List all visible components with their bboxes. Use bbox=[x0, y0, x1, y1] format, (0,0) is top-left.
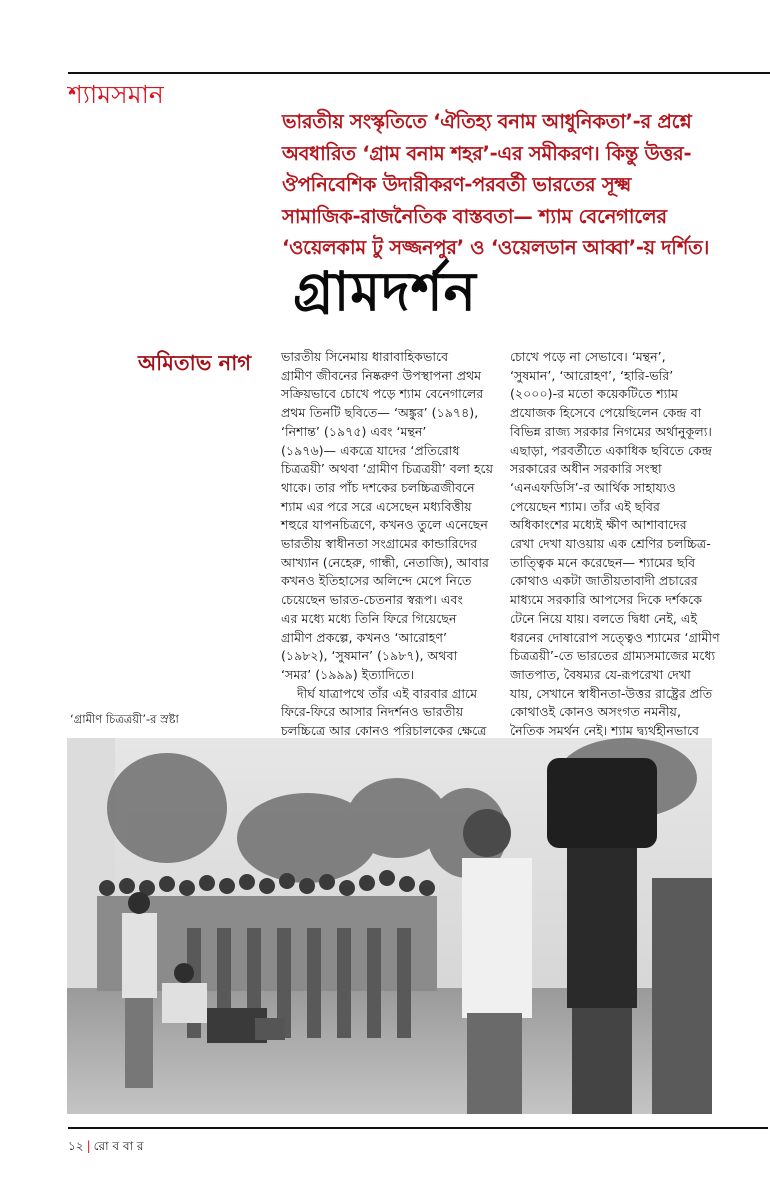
photo-caption: ‘গ্রামীণ চিত্রত্রয়ী’-র স্রষ্টা bbox=[70, 712, 179, 726]
dek-line: ভারতীয় সংস্কৃতিতে ‘ঐতিহ্য বনাম আধুনিকতা’-র প্রশ্নে bbox=[282, 110, 692, 133]
article-photo bbox=[67, 738, 712, 1114]
page-number: ১২ bbox=[68, 1139, 84, 1153]
body-line: ধরনের দোষারোপ সত্ত্বেও শ্যামের ‘গ্রামীণ bbox=[510, 629, 720, 645]
body-line: টেনে নিয়ে যায়। বলতে দ্বিধা নেই, এই bbox=[510, 610, 698, 626]
body-line: (১৯৮২), ‘সুষমান’ (১৯৮৭), অথবা bbox=[281, 648, 458, 664]
body-line: কখনও ইতিহাসের অলিন্দে মেপে নিতে bbox=[281, 573, 472, 589]
body-line: কোথাও একটা জাতীয়তাবাদী প্রচারের bbox=[510, 573, 698, 589]
body-line: গ্রামীণ জীবনের নিষ্করুণ উপস্থাপনা প্রথম bbox=[281, 367, 482, 383]
dek-line: ‘ওয়েলকাম টু সজ্জনপুর’ ও ‘ওয়েলডান আব্বা’-য় দর্শিত। bbox=[282, 236, 710, 259]
bottom-rule bbox=[68, 1127, 768, 1129]
section-title: শ্যামসমান bbox=[68, 80, 164, 109]
dek-standfirst bbox=[282, 106, 762, 264]
body-line: তাত্ত্বিক মনে করেছেন— শ্যামের ছবি bbox=[510, 554, 696, 570]
body-line: ‘সুষমান’, ‘আরোহণ’, ‘হারি-ভরি’ bbox=[510, 367, 674, 383]
body-line: বিভিন্ন রাজ্য সরকার নিগমের অর্থানুকূল্য। bbox=[510, 423, 712, 439]
top-rule bbox=[68, 72, 770, 74]
footer-separator: | bbox=[86, 1139, 91, 1153]
body-line: ভারতীয় সিনেমায় ধারাবাহিকভাবে bbox=[281, 349, 449, 364]
body-line: ‘এনএফডিসি’-র আর্থিক সাহায্যও bbox=[510, 479, 676, 495]
body-line: সরকারের অধীন সরকারি সংস্থা bbox=[510, 461, 662, 477]
body-line: (২০০০)-র মতো কয়েকটিতে শ্যাম bbox=[510, 386, 679, 402]
page-footer bbox=[68, 1138, 143, 1158]
body-line: পেয়েছেন শ্যাম। তাঁর এই ছবির bbox=[510, 498, 660, 514]
body-line: আখ্যান (নেহেরু, গান্ধী, নেতাজি), আবার bbox=[281, 554, 489, 570]
body-line: ফিরে-ফিরে আসার নিদর্শনও ভারতীয় bbox=[281, 704, 464, 720]
body-line: ‘নিশান্ত’ (১৯৭৫) এবং ‘মন্থন’ bbox=[281, 423, 427, 439]
body-line: চিত্রত্রয়ী’ অথবা ‘গ্রামীণ চিত্রত্রয়ী’ বলা হয়ে bbox=[281, 461, 494, 477]
dek-line: অবধারিত ‘গ্রাম বনাম শহর’-এর সমীকরণ। কিন্তু উত্তর- bbox=[282, 141, 692, 165]
body-line: শহুরে যাপনচিত্রণে, কখনও তুলে এনেছেন bbox=[281, 517, 488, 533]
body-line: চোখে পড়ে না সেভাবে। ‘মন্থন’, bbox=[510, 349, 666, 364]
body-column-1 bbox=[281, 348, 496, 741]
body-line: মাধ্যমে সরকারি আপসের দিকে দর্শককে bbox=[510, 592, 703, 608]
body-line: গ্রামীণ প্রকল্পে, কখনও ‘আরোহণ’ bbox=[281, 629, 448, 645]
photo-illustration bbox=[67, 738, 712, 1114]
body-line: সক্রিয়ভাবে চোখে পড়ে শ্যাম বেনেগালের bbox=[281, 386, 484, 402]
body-line: নৈতিক সমর্থন নেই। শ্যাম দ্ব্যর্থহীনভাবে bbox=[510, 723, 700, 739]
body-line: রেখা দেখা যাওয়ায় এক শ্রেণির চলচ্চিত্র- bbox=[510, 536, 711, 552]
body-line: জাতপাত, বৈষম্যর যে-রূপরেখা দেখা bbox=[510, 666, 691, 682]
dek-line: ঔপনিবেশিক উদারীকরণ-পরবর্তী ভারতের সূক্ষ্ম bbox=[282, 173, 632, 196]
publication-name: রো ব বা র bbox=[93, 1139, 144, 1153]
body-line: এছাড়া, পরবর্তীতে একাধিক ছবিতে কেন্দ্র bbox=[510, 442, 712, 458]
body-line: ভারতীয় স্বাধীনতা সংগ্রামের কান্ডারিদের bbox=[281, 536, 478, 552]
body-line: চেয়েছেন ভারত-চেতনার স্বরূপ। এবং bbox=[281, 592, 463, 608]
body-line: (১৯৭৬)— একত্রে যাদের ‘প্রতিরোধ bbox=[281, 442, 460, 458]
body-line: শ্যাম এর পরে সরে এসেছেন মধ্যবিত্তীয় bbox=[281, 498, 472, 514]
headline: গ্রামদর্শন bbox=[293, 260, 477, 323]
body-line: প্রযোজক হিসেবে পেয়েছিলেন কেন্দ্র বা bbox=[510, 405, 702, 421]
body-line: দীর্ঘ যাত্রাপথে তাঁর এই বারবার গ্রামে bbox=[297, 685, 478, 701]
dek-line: সামাজিক-রাজনৈতিক বাস্তবতা— শ্যাম বেনেগালের bbox=[282, 204, 667, 228]
body-column-2 bbox=[510, 348, 765, 741]
body-line: চিত্রত্রয়ী’-তে ভারতের গ্রাম্যসমাজের মধ্যে bbox=[510, 648, 716, 664]
body-line: থাকে। তার পাঁচ দশকের চলচ্চিত্রজীবনে bbox=[281, 479, 475, 495]
byline: অমিতাভ নাগ bbox=[138, 351, 252, 375]
body-line: ‘সমর’ (১৯৯৯) ইত্যাদিতে। bbox=[281, 666, 415, 682]
body-line: চলচ্চিত্রে আর কোনও পরিচালকের ক্ষেত্রে bbox=[281, 723, 487, 739]
body-line: যায়, সেখানে স্বাধীনতা-উত্তর রাষ্ট্রের প্রতি bbox=[510, 685, 713, 701]
body-line: প্রথম তিনটি ছবিতে— ‘অঙ্কুর’ (১৯৭৪), bbox=[281, 405, 479, 421]
body-line: কোথাওই কোনও অসংগত নমনীয়, bbox=[510, 704, 681, 720]
body-line: এর মধ্যে মধ্যে তিনি ফিরে গিয়েছেন bbox=[281, 610, 457, 626]
body-line: অধিকাংশের মধ্যেই ক্ষীণ আশাবাদের bbox=[510, 517, 687, 533]
